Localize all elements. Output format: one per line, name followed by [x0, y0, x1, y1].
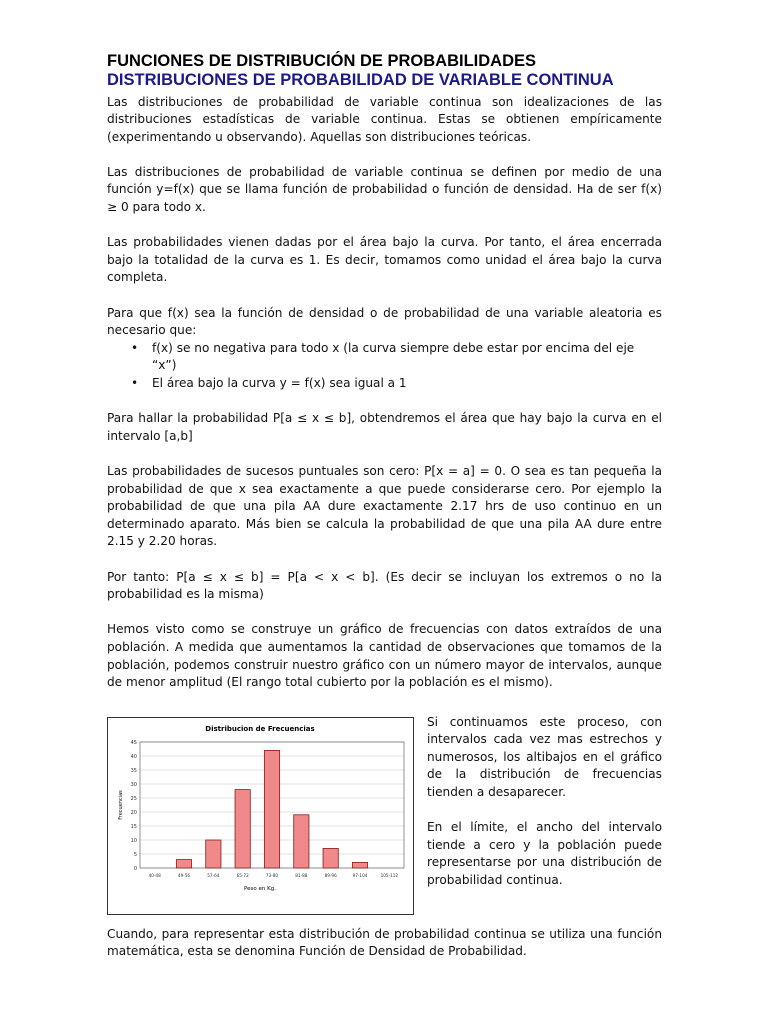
- chart-x-tick-label: 57-64: [207, 872, 220, 878]
- paragraph-limit-process: Si continuamos este proceso, con intervalos cada vez mas estrechos y numerosos, los altibajos en el gráfico de la distribución de frecuencias tienden a desaparecer.: [427, 714, 662, 800]
- paragraph-conditions: Para que f(x) sea la función de densidad o de probabilidad de una variable aleatoria es necesario que:: [107, 305, 662, 338]
- list-item-text: f(x) se no negativa para todo x (la curva siempre debe estar por encima del eje “x”): [152, 340, 635, 373]
- chart-bar: [264, 750, 279, 868]
- paragraph-definition: Las distribuciones de probabilidad de variable continua se definen por medio de una función y=f(x) que se llama función de probabilidad o función de densidad. Ha de ser f(x) ≥ 0 para todo x.: [107, 164, 662, 215]
- chart-y-tick-label: 0: [133, 865, 137, 872]
- bullet-icon: •: [131, 376, 139, 390]
- chart-y-tick-label: 45: [130, 739, 137, 746]
- chart-bar: [294, 814, 309, 867]
- paragraph-frequency-graph: Hemos visto como se construye un gráfico de frecuencias con datos extraídos de una población. A medida que aumentamos la cantidad de observaciones que tomamos de la población, podemos construir nuestro gráfico con un número mayor de intervalos, aunque de menor amplitud (El rango total cubierto por la población es el mismo).: [107, 622, 662, 690]
- list-item: [107, 375, 662, 393]
- chart-y-tick-label: 15: [130, 823, 137, 830]
- paragraph-area: Las probabilidades vienen dadas por el área bajo la curva. Por tanto, el área encerrada bajo la totalidad de la curva es 1. Es decir, tomamos como unidad el área bajo la curva completa.: [107, 235, 662, 285]
- figure-row: [107, 714, 662, 914]
- chart-x-tick-label: 73-80: [265, 872, 279, 878]
- histogram-figure: [107, 717, 414, 915]
- chart-y-tick-label: 5: [133, 851, 137, 858]
- chart-x-tick-label: 89-96: [324, 872, 337, 878]
- document-content: [107, 52, 662, 961]
- chart-x-tick-label: 65-72: [236, 872, 249, 878]
- chart-y-tick-label: 40: [130, 753, 137, 760]
- list-item-text: El área bajo la curva y = f(x) sea igual a 1: [152, 376, 407, 390]
- chart-bar: [323, 848, 338, 868]
- chart-bar: [235, 789, 250, 867]
- chart-y-tick-label: 25: [130, 795, 137, 802]
- chart-x-tick-label: 105-112: [380, 872, 399, 878]
- bullet-icon: •: [131, 340, 139, 355]
- paragraph-density-function: Cuando, para representar esta distribución de probabilidad continua se utiliza una función matemática, esta se denomina Función de Densidad de Probabilidad.: [107, 926, 662, 959]
- chart-x-tick-label: 97-104: [352, 872, 368, 878]
- chart-x-axis-label: Peso en Kg.: [244, 885, 276, 892]
- histogram-chart: [108, 718, 413, 914]
- paragraph-therefore: Por tanto: P[a ≤ x ≤ b] = P[a < x < b]. (Es decir se incluyan los extremos o no la probabilidad es la misma): [107, 569, 662, 602]
- chart-bar: [352, 862, 367, 868]
- chart-x-tick-label: 40-48: [148, 872, 161, 878]
- chart-bar: [176, 859, 191, 867]
- conditions-list: [107, 340, 662, 393]
- chart-y-tick-label: 35: [130, 767, 137, 774]
- list-item: [107, 340, 662, 375]
- document-title: FUNCIONES DE DISTRIBUCIÓN DE PROBABILIDADES: [107, 52, 537, 70]
- chart-y-tick-label: 30: [130, 781, 137, 788]
- paragraph-interval: Para hallar la probabilidad P[a ≤ x ≤ b], obtendremos el área que hay bajo la curva en el intervalo [a,b]: [107, 411, 662, 443]
- paragraph-point-events: Las probabilidades de sucesos puntuales son cero: P[x = a] = 0. O sea es tan pequeña la probabilidad de que x sea exactamente a que puede considerarse cero. Por ejemplo la probabilidad de que una pila AA dure exactamente 2.17 hrs de uso continuo en un determinado aparato. Más bien se calcula la probabilidad de que una pila AA dure entre 2.15 y 2.20 horas.: [107, 463, 662, 549]
- chart-x-tick-label: 49-56: [177, 872, 191, 878]
- side-text: [427, 714, 662, 890]
- chart-y-tick-label: 20: [130, 809, 137, 816]
- paragraph-limit: En el límite, el ancho del intervalo tiende a cero y la población puede representarse por una distribución de probabilidad continua.: [427, 820, 662, 888]
- chart-y-tick-label: 10: [130, 837, 137, 844]
- paragraph-intro: Las distribuciones de probabilidad de variable continua son idealizaciones de las distribuciones estadísticas de variable continua. Estas se obtienen empíricamente (experimentando u observando). Aquellas son distribuciones teóricas.: [107, 94, 662, 144]
- section-title: DISTRIBUCIONES DE PROBABILIDAD DE VARIABLE CONTINUA: [107, 71, 614, 89]
- chart-title: Distribucion de Frecuencias: [205, 724, 315, 733]
- chart-y-axis-label: Frecuencias: [118, 789, 124, 820]
- chart-x-tick-label: 81-88: [295, 872, 308, 878]
- chart-bar: [206, 840, 221, 868]
